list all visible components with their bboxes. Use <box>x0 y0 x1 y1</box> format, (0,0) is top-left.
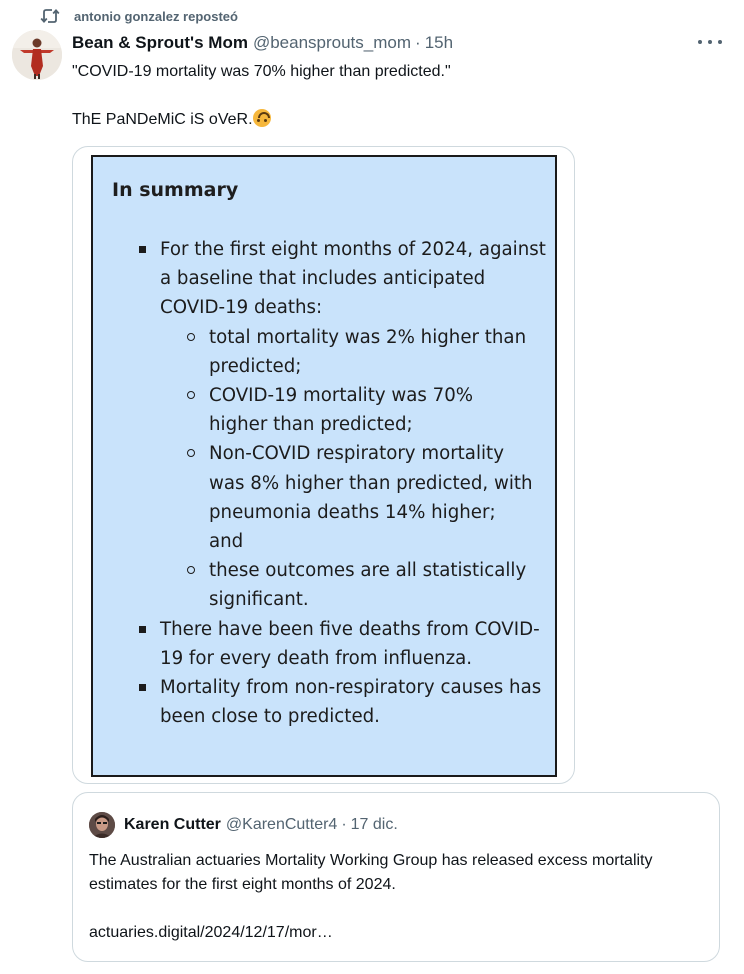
tweet-image[interactable] <box>72 146 575 784</box>
quoted-author-name: Karen Cutter <box>124 816 221 833</box>
tweet-header <box>72 32 724 54</box>
quoted-link[interactable]: actuaries.digital/2024/12/17/mor… <box>89 924 333 941</box>
summary-bullet: There have been five deaths from COVID-19 for every death from influenza. <box>93 615 555 673</box>
summary-title: In summary <box>112 179 239 201</box>
tweet-text-line <box>72 108 712 132</box>
quoted-author-handle: @KarenCutter4 <box>225 816 338 833</box>
summary-subbullet: COVID-19 mortality was 70% higher than predicted; <box>93 381 555 439</box>
summary-bullet: Mortality from non-respiratory causes has been close to predicted. <box>93 673 555 731</box>
author-name[interactable]: Bean & Sprout's Mom <box>72 33 248 52</box>
tweet-text-line: "COVID-19 mortality was 70% higher than predicted." <box>72 63 451 80</box>
quoted-tweet[interactable] <box>72 792 720 962</box>
avatar[interactable] <box>12 30 62 80</box>
tweet-text-span: ThE PaNDeMiC iS oVeR. <box>72 111 253 128</box>
upside-down-face-icon <box>253 109 271 127</box>
summary-subbullet: Non-COVID respiratory mortality was 8% higher than predicted, with pneumonia deaths 14% higher; and <box>93 439 555 556</box>
summary-bullet: For the first eight months of 2024, against a baseline that includes anticipated COVID-19 deaths: <box>93 235 555 323</box>
repost-icon <box>40 7 60 25</box>
quoted-text-body: The Australian actuaries Mortality Working Group has released excess mortality estimates for the first eight months of 2024. <box>89 852 653 893</box>
summary-subbullet: these outcomes are all statistically significant. <box>93 556 555 614</box>
quoted-avatar <box>89 812 115 838</box>
separator-dot: · <box>341 816 347 833</box>
quoted-tweet-text <box>89 849 699 945</box>
quoted-tweet-header <box>89 813 398 837</box>
summary-subbullet: total mortality was 2% higher than predicted; <box>93 323 555 381</box>
author-handle[interactable]: @beansprouts_mom <box>252 33 412 52</box>
summary-body <box>93 235 555 731</box>
more-options-icon[interactable] <box>698 34 722 50</box>
repost-text: antonio gonzalez reposteó <box>74 8 238 24</box>
separator-dot: · <box>415 33 421 52</box>
summary-box <box>91 155 557 777</box>
tweet-text <box>72 60 712 132</box>
quoted-timestamp: 17 dic. <box>350 816 398 833</box>
repost-indicator[interactable] <box>40 6 238 26</box>
tweet-timestamp[interactable]: 15h <box>424 33 454 52</box>
